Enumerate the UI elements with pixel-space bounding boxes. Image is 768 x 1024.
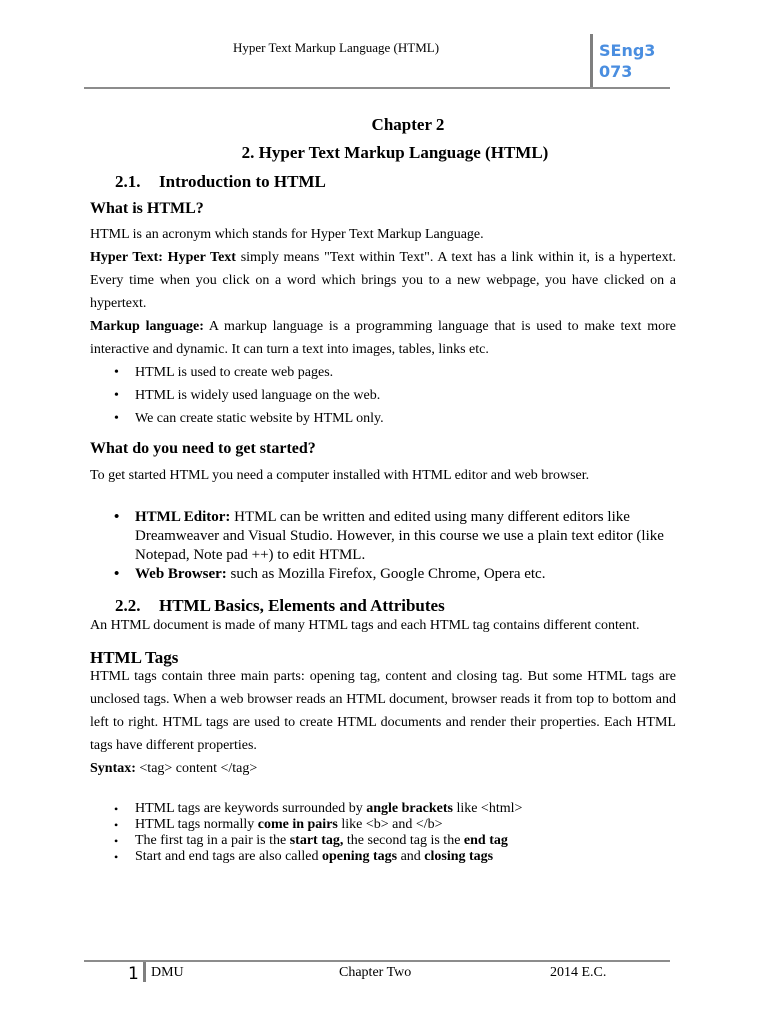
syntax-line bbox=[90, 757, 676, 780]
footer-divider bbox=[143, 962, 146, 982]
hypertext-text: simply means "Text within Text". A text has a link within it, is a hypertext. Every time when you click on a word which brings you to a new webpage, you have clicked on a hypertext. bbox=[90, 250, 676, 311]
section-2-2-intro: An HTML document is made of many HTML tags and each HTML tag contains different content. bbox=[90, 618, 640, 633]
hypertext-paragraph bbox=[90, 246, 676, 315]
html-facts-list bbox=[90, 361, 676, 430]
chapter-subtitle: 2. Hyper Text Markup Language (HTML) bbox=[241, 143, 549, 162]
list-item: • Start and end tags are also called opening tags and closing tags bbox=[90, 849, 676, 865]
tag-facts-list bbox=[90, 801, 676, 865]
tool-label: HTML Editor: bbox=[135, 509, 231, 525]
course-code bbox=[599, 40, 655, 82]
syntax-label: Syntax: bbox=[90, 761, 136, 776]
tool-item-browser bbox=[90, 565, 676, 584]
getting-started-heading: What do you need to get started? bbox=[90, 440, 316, 457]
list-item: • HTML tags are keywords surrounded by angle brackets like <html> bbox=[90, 801, 676, 817]
list-item: • HTML tags normally come in pairs like <b> and </b> bbox=[90, 817, 676, 833]
markup-label: Markup language: bbox=[90, 319, 204, 334]
section-heading-2-2 bbox=[115, 596, 445, 616]
what-is-html-heading: What is HTML? bbox=[90, 200, 204, 217]
tool-text: HTML can be written and edited using many different editors like Dreamweaver and Visual Studio. However, in this course we use a plain text editor (like Notepad, Note pad ++) to edit HTML. bbox=[135, 509, 664, 563]
html-tags-heading: HTML Tags bbox=[90, 648, 179, 667]
tool-item-editor bbox=[90, 508, 676, 565]
chapter-title: Chapter 2 bbox=[371, 115, 445, 134]
hypertext-label: Hyper Text: Hyper Text bbox=[90, 250, 236, 265]
section-number: 2.1. bbox=[115, 172, 141, 191]
list-item: • HTML is used to create web pages. bbox=[90, 361, 676, 384]
tool-label: Web Browser: bbox=[135, 566, 227, 582]
section-title: HTML Basics, Elements and Attributes bbox=[159, 596, 445, 615]
list-item: • We can create static website by HTML only. bbox=[90, 407, 676, 430]
course-code-line1: SEng3 bbox=[599, 41, 656, 60]
footer-rule bbox=[84, 960, 670, 962]
html-tags-paragraph: HTML tags contain three main parts: opening tag, content and closing tag. But some HTML tags are unclosed tags. When a web browser reads an HTML document, browser reads it from top to bottom and left to right. HTML tags are used to create HTML documents and render their properties. Each HTML tags have different properties. bbox=[90, 669, 676, 753]
tools-list bbox=[90, 508, 676, 584]
getting-started-text: To get started HTML you need a computer installed with HTML editor and web browser. bbox=[90, 468, 590, 483]
list-item: • The first tag in a pair is the start tag, the second tag is the end tag bbox=[90, 833, 676, 849]
page-number: 1 bbox=[128, 964, 139, 984]
tool-text: such as Mozilla Firefox, Google Chrome, Opera etc. bbox=[226, 566, 546, 582]
header-divider bbox=[590, 34, 593, 88]
footer-chapter: Chapter Two bbox=[339, 965, 412, 980]
section-number: 2.2. bbox=[115, 596, 141, 615]
list-item: • HTML is widely used language on the web. bbox=[90, 384, 676, 407]
syntax-text: <tag> content </tag> bbox=[135, 761, 258, 776]
footer-year: 2014 E.C. bbox=[550, 965, 607, 980]
intro-paragraph: HTML is an acronym which stands for Hyper Text Markup Language. bbox=[90, 227, 484, 242]
section-heading-2-1 bbox=[115, 172, 326, 192]
course-code-line2: 073 bbox=[599, 62, 633, 81]
markup-text: A markup language is a programming language that is used to make text more interactive and dynamic. It can turn a text into images, tables, links etc. bbox=[90, 319, 676, 357]
running-header-title: Hyper Text Markup Language (HTML) bbox=[232, 40, 440, 55]
footer-institution: DMU bbox=[151, 965, 184, 980]
header-rule bbox=[84, 87, 670, 89]
section-title: Introduction to HTML bbox=[159, 172, 326, 191]
markup-paragraph bbox=[90, 315, 676, 361]
